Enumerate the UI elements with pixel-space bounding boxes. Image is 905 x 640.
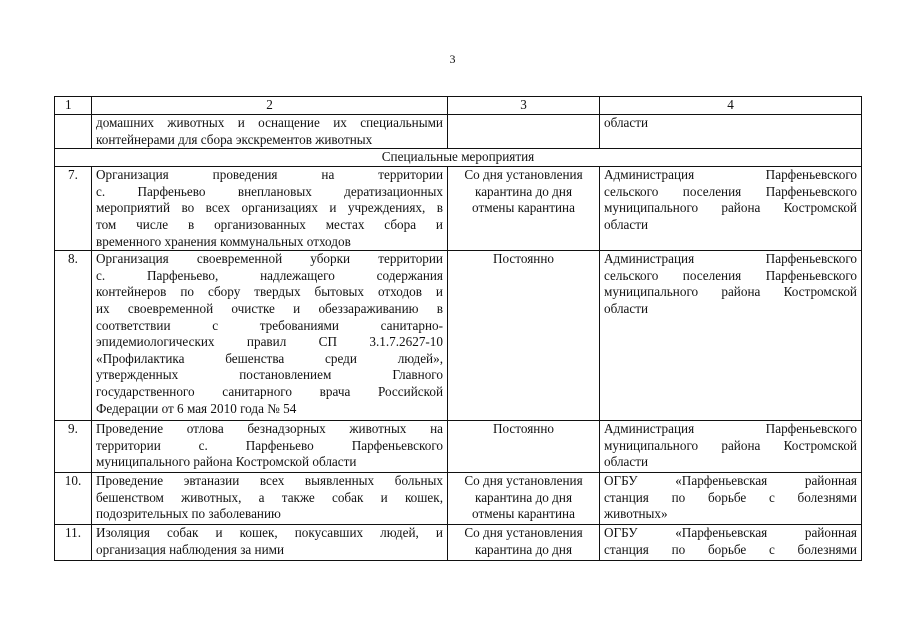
row-number: 9. — [55, 421, 92, 473]
header-col-3: 3 — [448, 97, 600, 115]
term-line: Со дня установления — [464, 473, 583, 489]
desc-line: подозрительных по заболеванию — [96, 506, 281, 522]
row-term — [448, 251, 600, 421]
term-line: Постоянно — [492, 251, 554, 267]
desc-line: Изоляция собак и кошек, покусавших людей, и — [96, 525, 443, 541]
resp-line: Администрация Парфеньевского — [604, 167, 857, 183]
section-title: Специальные мероприятия — [55, 149, 862, 167]
row-responsible — [600, 525, 862, 561]
term-line: Со дня установления — [464, 167, 583, 183]
desc-line: том числе в организованных местах сбора и — [96, 216, 443, 232]
row-responsible — [600, 251, 862, 421]
table-row — [55, 421, 862, 473]
desc-line: Проведение отлова безнадзорных животных на — [96, 421, 443, 437]
desc-line: мероприятий во всех организациях и учреждениях, в — [96, 200, 443, 216]
desc-line: муниципального района Костромской области — [96, 454, 357, 470]
resp-line: области — [604, 454, 649, 470]
desc-line: «Профилактика бешенства среди людей», — [96, 350, 443, 366]
desc-line: организация наблюдения за ними — [96, 541, 285, 557]
row-number: 8. — [55, 251, 92, 421]
desc-line: государственного санитарного врача Российской — [96, 383, 443, 399]
row-term — [448, 473, 600, 525]
row-description — [92, 251, 448, 421]
row-number: 7. — [55, 167, 92, 251]
resp-line: муниципального района Костромской — [604, 200, 857, 216]
continuation-term-cell — [448, 115, 600, 149]
desc-line: контейнерами для сбора экскрементов животных — [96, 131, 373, 147]
row-description — [92, 421, 448, 473]
resp-line: Администрация Парфеньевского — [604, 251, 857, 267]
desc-line: их своевременной очистке и обеззараживанию в — [96, 300, 443, 316]
header-col-1: 1 — [55, 97, 92, 115]
desc-line: контейнеров по сбору твердых бытовых отходов и — [96, 284, 443, 300]
desc-line: с. Парфеньево, надлежащего содержания — [96, 267, 443, 283]
desc-line: домашних животных и оснащение их специальными — [96, 115, 443, 130]
term-line: карантина до дня — [474, 489, 573, 505]
row-responsible — [600, 473, 862, 525]
resp-line: ОГБУ «Парфеньевская районная — [604, 473, 857, 489]
continuation-row — [55, 115, 862, 149]
table-row — [55, 167, 862, 251]
row-number: 10. — [55, 473, 92, 525]
resp-line: Администрация Парфеньевского — [604, 421, 857, 437]
row-term — [448, 421, 600, 473]
row-description — [92, 473, 448, 525]
resp-line: муниципального района Костромской — [604, 284, 857, 300]
term-line: Со дня установления — [464, 525, 583, 541]
term-line: отмены карантина — [472, 200, 575, 216]
resp-line: сельского поселения Парфеньевского — [604, 183, 857, 199]
desc-line: Организация своевременной уборки территории — [96, 251, 443, 267]
continuation-num-cell — [55, 115, 92, 149]
section-row — [55, 149, 862, 167]
desc-line: Проведение эвтаназии всех выявленных больных — [96, 473, 443, 489]
measures-table — [54, 96, 862, 561]
resp-line: станция по борьбе с болезнями — [604, 541, 857, 557]
resp-line: ОГБУ «Парфеньевская районная — [604, 525, 857, 541]
resp-line: области — [604, 300, 649, 316]
desc-line: бешенством животных, а также собак и кошек, — [96, 489, 443, 505]
row-term — [448, 167, 600, 251]
term-line: Постоянно — [492, 421, 554, 437]
table-row — [55, 473, 862, 525]
desc-line: временного хранения коммунальных отходов — [96, 233, 351, 249]
continuation-resp-cell — [600, 115, 862, 149]
resp-line: области — [604, 115, 649, 130]
table-row — [55, 251, 862, 421]
table-row — [55, 525, 862, 561]
desc-line: эпидемиологических правил СП 3.1.7.2627-10 — [96, 334, 443, 350]
term-line: карантина до дня — [474, 541, 573, 557]
resp-line: области — [604, 216, 649, 232]
resp-line: животных» — [604, 506, 668, 522]
table-header-row — [55, 97, 862, 115]
row-description — [92, 525, 448, 561]
term-line: карантина до дня — [474, 183, 573, 199]
desc-line: утвержденных постановлением Главного — [96, 367, 443, 383]
header-col-2: 2 — [92, 97, 448, 115]
row-responsible — [600, 167, 862, 251]
desc-line: Организация проведения на территории — [96, 167, 443, 183]
desc-line: территории с. Парфеньево Парфеньевского — [96, 437, 443, 453]
desc-line: Федерации от 6 мая 2010 года № 54 — [96, 400, 297, 416]
desc-line: с. Парфеньево внеплановых дератизационных — [96, 183, 443, 199]
resp-line: станция по борьбе с болезнями — [604, 489, 857, 505]
term-line: отмены карантина — [472, 506, 575, 522]
header-col-4: 4 — [600, 97, 862, 115]
row-description — [92, 167, 448, 251]
row-number: 11. — [55, 525, 92, 561]
resp-line: сельского поселения Парфеньевского — [604, 267, 857, 283]
page-number: 3 — [449, 52, 456, 66]
row-responsible — [600, 421, 862, 473]
resp-line: муниципального района Костромской — [604, 437, 857, 453]
row-term — [448, 525, 600, 561]
desc-line: соответствии с требованиями санитарно- — [96, 317, 443, 333]
continuation-desc-cell — [92, 115, 448, 149]
